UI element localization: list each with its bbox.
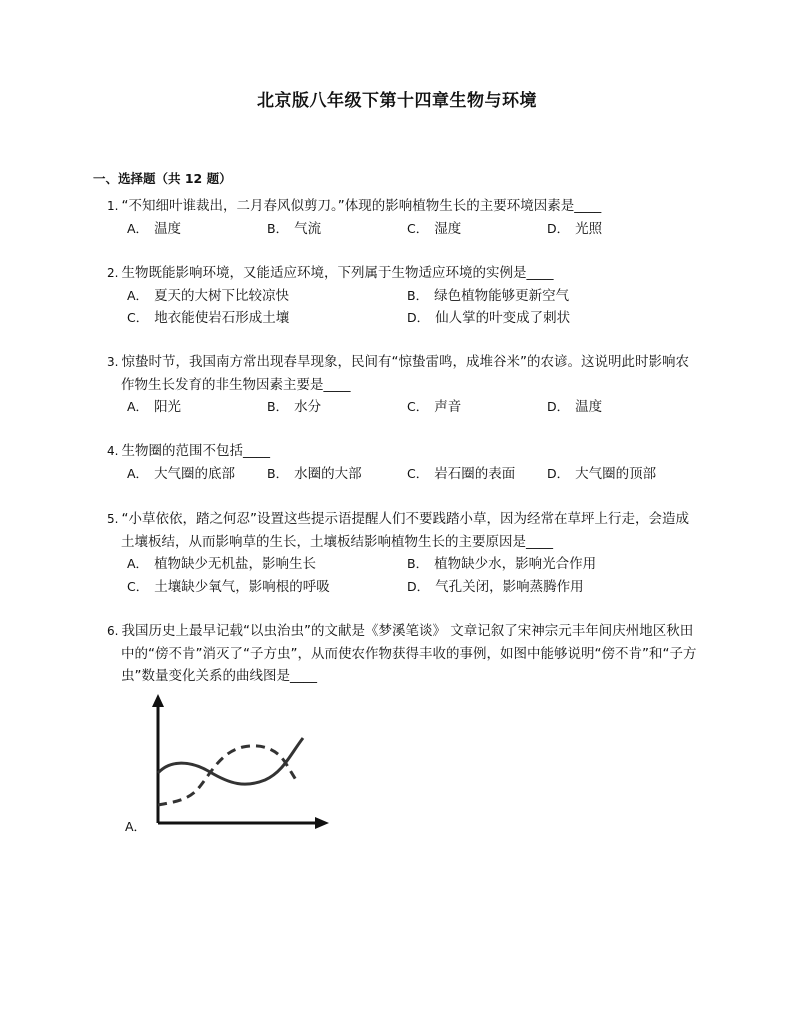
- option-text: 岩石圈的表面: [434, 465, 516, 482]
- option-text: 温度: [154, 220, 182, 237]
- question-number: 1.: [107, 199, 119, 213]
- option-key: D．: [407, 310, 430, 325]
- stem-line: “不知细叶谁裁出，二月春风似剪刀。”体现的影响植物生长的主要环境因素是____: [121, 198, 602, 214]
- option-key: C．: [407, 220, 429, 236]
- question-number: 3.: [107, 355, 119, 369]
- option-key: B．: [267, 399, 289, 414]
- option-a[interactable]: [127, 463, 235, 486]
- option-c[interactable]: [127, 576, 330, 599]
- question-stem-continued: 作物生长发育的非生物因素主要是____: [121, 376, 351, 393]
- option-b[interactable]: [407, 553, 596, 576]
- option-key: A．: [127, 287, 149, 303]
- option-key: D．: [547, 220, 570, 236]
- question-stem-continued: 虫”数量变化关系的曲线图是____: [121, 668, 317, 684]
- option-text: 土壤缺少氧气，影响根的呼吸: [154, 578, 330, 595]
- question-2: [107, 262, 707, 330]
- option-b[interactable]: [267, 463, 362, 486]
- question-3: [107, 351, 707, 419]
- question-stem: [107, 195, 707, 218]
- option-c[interactable]: [407, 463, 515, 486]
- options-row: [107, 396, 707, 419]
- option-text: 地衣能使岩石形成土壤: [154, 310, 290, 326]
- option-text: 温度: [575, 399, 603, 415]
- option-a[interactable]: [127, 553, 316, 576]
- question-number: 2.: [107, 266, 119, 280]
- option-text: 植物缺少水，影响光合作用: [434, 556, 597, 572]
- stem-line: 生物既能影响环境，又能适应环境，下列属于生物适应环境的实例是____: [121, 265, 554, 281]
- y-axis-arrow: [152, 694, 164, 707]
- options-row: [107, 285, 707, 308]
- options-row: [107, 576, 707, 599]
- question-1: [107, 195, 707, 240]
- option-text: 光照: [575, 220, 603, 237]
- document-title: 北京版八年级下第十四章生物与环境: [257, 91, 537, 111]
- option-key: C．: [407, 399, 429, 414]
- x-axis-arrow: [315, 817, 329, 829]
- solid-population-curve: [158, 738, 303, 784]
- option-d[interactable]: [547, 463, 656, 486]
- option-b[interactable]: [267, 218, 321, 241]
- option-text: 气孔关闭，影响蒸腾作用: [435, 578, 584, 595]
- option-key: D．: [407, 578, 430, 594]
- question-stem: [107, 620, 707, 643]
- option-d[interactable]: [547, 396, 602, 419]
- option-d[interactable]: [547, 218, 602, 241]
- options-row: [107, 218, 707, 241]
- option-text: 阳光: [154, 399, 182, 415]
- question-stem-continued: 土壤板结，从而影响草的生长，土壤板结影响植物生长的主要原因是____: [121, 533, 553, 550]
- question-5: [107, 508, 707, 598]
- option-key: D．: [547, 399, 570, 414]
- option-text: 湿度: [434, 220, 462, 237]
- stem-line: 我国历史上最早记载“以虫治虫”的文献是《梦溪笔谈》 文章记叙了宋神宗元丰年间庆州地区秋田: [121, 623, 694, 639]
- option-a[interactable]: [127, 218, 181, 241]
- option-text: 夏天的大树下比较凉快: [154, 287, 290, 304]
- option-key: B．: [407, 556, 429, 571]
- stem-line: 惊蛰时节，我国南方常出现春旱现象，民间有“惊蛰雷鸣，成堆谷米”的农谚。这说明此时影响农: [121, 354, 689, 370]
- option-c[interactable]: [127, 307, 289, 330]
- question-stem: [107, 262, 707, 285]
- option-key: C．: [127, 310, 149, 325]
- option-key: D．: [547, 465, 570, 481]
- question-4: [107, 440, 707, 485]
- option-key: B．: [267, 465, 289, 481]
- question-number: 4.: [107, 444, 119, 458]
- section-heading: 一、选择题（共 12 题）: [93, 171, 232, 186]
- option-key: C．: [127, 578, 149, 594]
- options-row: [107, 307, 707, 330]
- question-stem-continued: 中的“傍不肯”消灭了“子方虫”，从而使农作物获得丰收的事例，如图中能够说明“傍不肯”和“子方: [121, 645, 697, 662]
- option-text: 水圈的大部: [294, 465, 362, 482]
- option-text: 声音: [434, 399, 462, 415]
- option-b[interactable]: [267, 396, 321, 419]
- option-key: A．: [127, 220, 149, 236]
- option-text: 水分: [294, 399, 322, 415]
- option-text: 气流: [294, 220, 322, 237]
- question-6: [107, 620, 707, 688]
- option-key: B．: [407, 287, 429, 303]
- question-number: 5.: [107, 512, 119, 526]
- option-c[interactable]: [407, 218, 461, 241]
- option-text: 大气圈的顶部: [575, 465, 657, 482]
- options-row: [107, 553, 707, 576]
- option-key: C．: [407, 465, 429, 481]
- option-c[interactable]: [407, 396, 461, 419]
- option-a-graph[interactable]: [125, 690, 345, 840]
- stem-line: “小草依依，踏之何忍”设置这些提示语提醒人们不要践踏小草，因为经常在草坪上行走，会造成: [121, 511, 689, 527]
- option-key: A．: [127, 556, 149, 571]
- option-text: 大气圈的底部: [154, 465, 236, 482]
- options-row: [107, 463, 707, 486]
- option-d[interactable]: [407, 307, 570, 330]
- question-stem: [107, 351, 707, 374]
- dashed-population-curve: [158, 746, 297, 805]
- option-a-key: A．: [125, 819, 147, 834]
- option-text: 仙人掌的叶变成了刺状: [435, 310, 571, 326]
- option-text: 植物缺少无机盐，影响生长: [154, 556, 317, 572]
- option-b[interactable]: [407, 285, 569, 308]
- question-stem: [107, 508, 707, 531]
- option-a[interactable]: [127, 396, 181, 419]
- curve-graph-figure: [125, 690, 345, 840]
- question-number: 6.: [107, 624, 119, 638]
- stem-line: 生物圈的范围不包括____: [121, 443, 270, 459]
- option-key: A．: [127, 399, 149, 414]
- option-text: 绿色植物能够更新空气: [434, 287, 570, 304]
- option-key: A．: [127, 465, 149, 481]
- option-key: B．: [267, 220, 289, 236]
- question-stem: [107, 440, 707, 463]
- option-d[interactable]: [407, 576, 584, 599]
- option-a[interactable]: [127, 285, 289, 308]
